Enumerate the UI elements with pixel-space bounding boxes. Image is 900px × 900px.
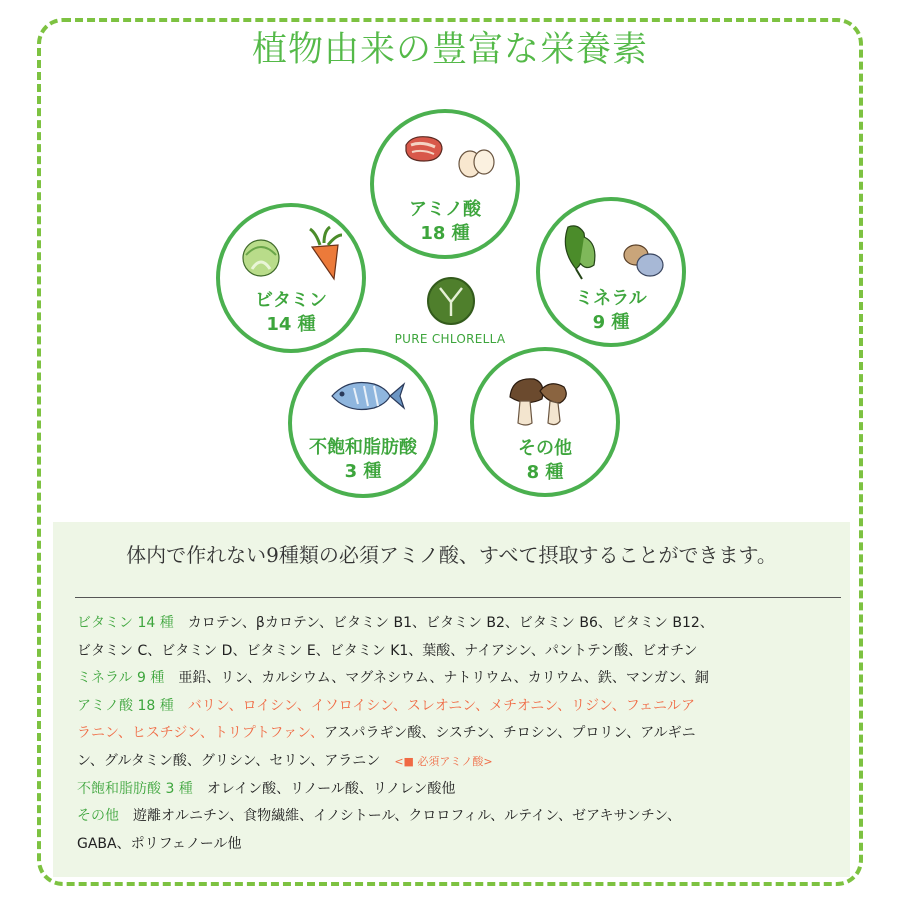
list-item — [77, 720, 839, 748]
nutrient-list — [77, 610, 839, 858]
egg-icon — [456, 146, 498, 182]
list-item — [77, 776, 839, 804]
panel-subtitle: 体内で作れない9種類の必須アミノ酸、すべて摂取することができます。 — [126, 543, 777, 567]
mineral-category: ミネラル 9 種 — [77, 670, 165, 687]
vitamin-category: ビタミン 14 種 — [77, 615, 174, 631]
fish-icon — [328, 374, 406, 418]
carrot-icon — [302, 225, 346, 285]
page-title: 植物由来の豊富な栄養素 — [251, 30, 648, 70]
amino-acid-label: アミノ酸 — [409, 199, 481, 220]
other-count: 8 種 — [526, 462, 564, 483]
fatty-acid-label: 不飽和脂肪酸 — [309, 437, 417, 458]
list-item — [77, 665, 839, 693]
amino-items: アスパラギン酸、シスチン、チロシン、プロリン、アルギニ — [324, 725, 696, 742]
list-item — [77, 638, 839, 666]
mineral-items: 亜鉛、リン、カルシウム、マグネシウム、ナトリウム、カリウム、鉄、マンガン、銅 — [178, 670, 709, 687]
mineral-label: ミネラル — [575, 288, 647, 309]
spinach-icon — [558, 219, 604, 281]
circle-amino-acid — [370, 109, 520, 259]
circle-vitamin — [216, 203, 366, 353]
fatty-category: 不飽和脂肪酸 3 種 — [77, 780, 193, 797]
circle-other — [470, 347, 620, 497]
list-item — [77, 803, 839, 831]
other-category: その他 — [77, 808, 119, 825]
other-label: その他 — [518, 438, 572, 459]
list-item — [77, 693, 839, 721]
fatty-acid-count: 3 種 — [344, 461, 382, 482]
chlorella-tablet-icon — [426, 276, 476, 326]
pure-chlorella-label: PURE CHLORELLA — [394, 332, 506, 346]
essential-amino-note: <■ 必須アミノ酸> — [394, 754, 493, 768]
mineral-count: 9 種 — [592, 312, 630, 333]
list-item — [77, 831, 839, 859]
amino-acid-count: 18 種 — [420, 223, 470, 244]
circle-unsaturated-fatty-acid — [288, 348, 438, 498]
list-item — [77, 610, 839, 638]
amino-category: アミノ酸 18 種 — [77, 697, 174, 714]
vitamin-count: 14 種 — [266, 314, 316, 335]
nutrient-detail-panel — [53, 522, 850, 877]
essential-amino-items: バリン、ロイシン、イソロイシン、スレオニン、メチオニン、リジン、フェニルア — [187, 697, 696, 714]
vitamin-label: ビタミン — [255, 290, 327, 311]
cabbage-icon — [238, 235, 284, 279]
other-items: 遊離オルニチン、食物繊維、イノシトール、クロロフィル、ルテイン、ゼアキサンチン、 — [133, 808, 681, 825]
divider — [75, 597, 841, 598]
other-items-cont: GABA、ポリフェノール他 — [77, 835, 242, 852]
essential-amino-items-cont: ラニン、ヒスチジン、トリプトファン、 — [77, 725, 325, 742]
mushroom-icon — [504, 375, 574, 431]
vitamin-items: カロテン、βカロテン、ビタミン B1、ビタミン B2、ビタミン B6、ビタミン B12、 — [187, 615, 714, 631]
fatty-items: オレイン酸、リノール酸、リノレン酸他 — [206, 780, 456, 797]
meat-icon — [402, 131, 446, 167]
amino-items-cont: ン、グルタミン酸、グリシン、セリン、アラニン — [77, 752, 381, 769]
nuts-icon — [620, 239, 668, 281]
list-item — [77, 748, 839, 776]
vitamin-items-cont: ビタミン C、ビタミン D、ビタミン E、ビタミン K1、葉酸、ナイアシン、パントテン酸、ビオチン — [77, 642, 698, 659]
circle-mineral — [536, 197, 686, 347]
